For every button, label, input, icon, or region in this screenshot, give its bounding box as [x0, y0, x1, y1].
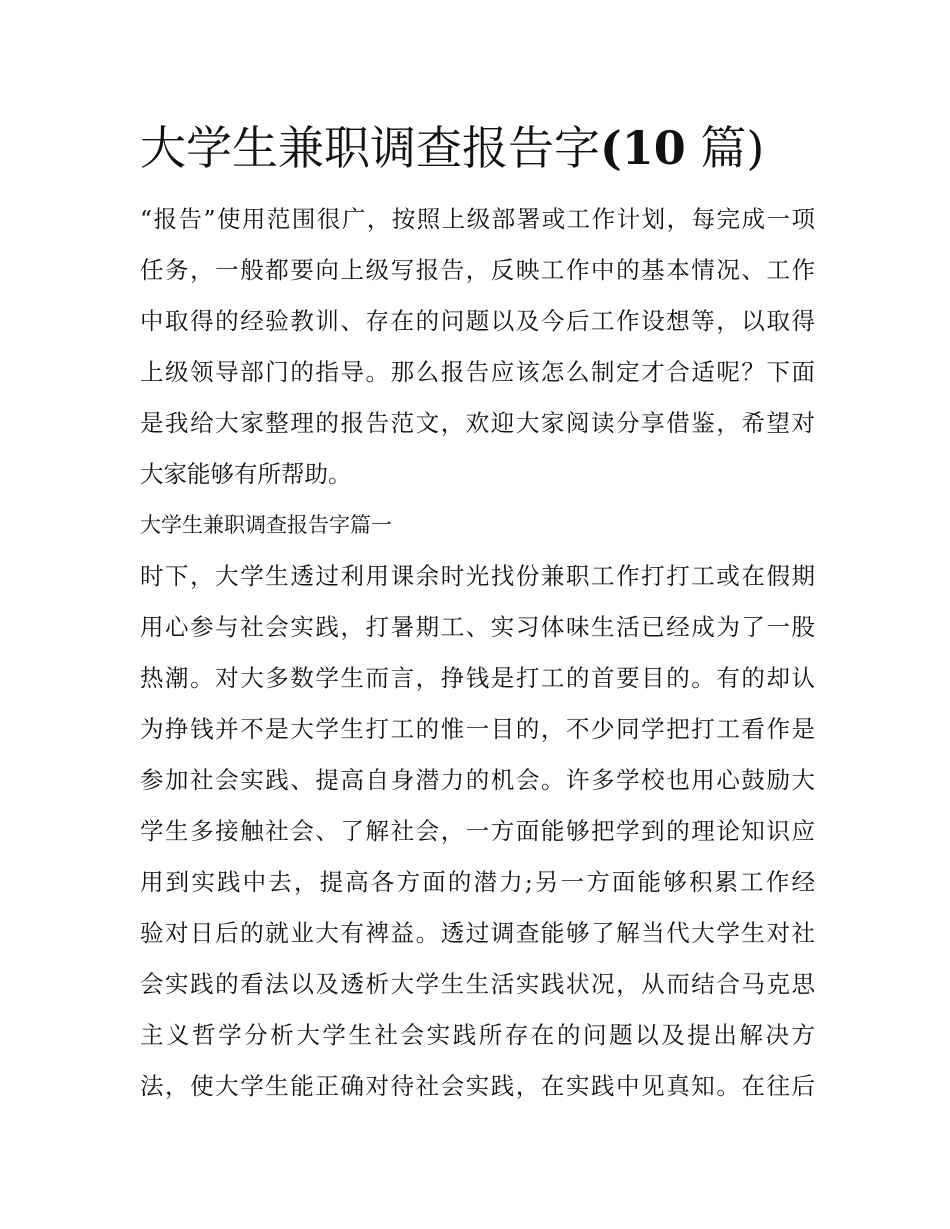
section1-line: 时下，大学生透过利用课余时光找份兼职工作打打工或在假期: [140, 562, 815, 590]
section1-line: 热潮。对大多数学生而言，挣钱是打工的首要目的。有的却认: [140, 664, 815, 692]
intro-line: “报告”使用范围很广，按照上级部署或工作计划，每完成一项: [140, 205, 815, 233]
section1-line: 会实践的看法以及透析大学生生活实践状况，从而结合马克思: [140, 970, 815, 998]
section1-line: 验对日后的就业大有裨益。透过调查能够了解当代大学生对社: [140, 919, 815, 947]
intro-line: 大家能够有所帮助。: [140, 460, 352, 488]
section1-line: 用到实践中去，提高各方面的潜力;另一方面能够积累工作经: [140, 868, 815, 896]
title-number: (10: [600, 121, 686, 175]
section1-line: 主义哲学分析大学生社会实践所存在的问题以及提出解决方: [140, 1021, 815, 1049]
document-title: [140, 112, 815, 184]
intro-paragraph: [140, 194, 815, 500]
section-heading: 大学生兼职调查报告字篇一: [140, 513, 392, 537]
intro-line: 上级领导部门的指导。那么报告应该怎么制定才合适呢？下面: [140, 358, 815, 386]
intro-line: 中取得的经验教训、存在的问题以及今后工作设想等，以取得: [140, 307, 815, 335]
section1-line: 学生多接触社会、了解社会，一方面能够把学到的理论知识应: [140, 817, 815, 845]
section1-line: 参加社会实践、提高自身潜力的机会。许多学校也用心鼓励大: [140, 766, 815, 794]
intro-line: 是我给大家整理的报告范文，欢迎大家阅读分享借鉴，希望对: [140, 409, 815, 437]
document-body: [140, 112, 815, 1112]
intro-line: 任务，一般都要向上级写报告，反映工作中的基本情况、工作: [140, 256, 815, 284]
title-text: 大学生兼职调查报告字: [140, 121, 600, 175]
section1-paragraph: [140, 551, 815, 1112]
section1-line: 用心参与社会实践，打暑期工、实习体味生活已经成为了一股: [140, 613, 815, 641]
section1-line: 为挣钱并不是大学生打工的惟一目的，不少同学把打工看作是: [140, 715, 815, 743]
section1-line: 法，使大学生能正确对待社会实践，在实践中见真知。在往后: [140, 1072, 815, 1100]
title-suffix: 篇): [685, 121, 765, 175]
